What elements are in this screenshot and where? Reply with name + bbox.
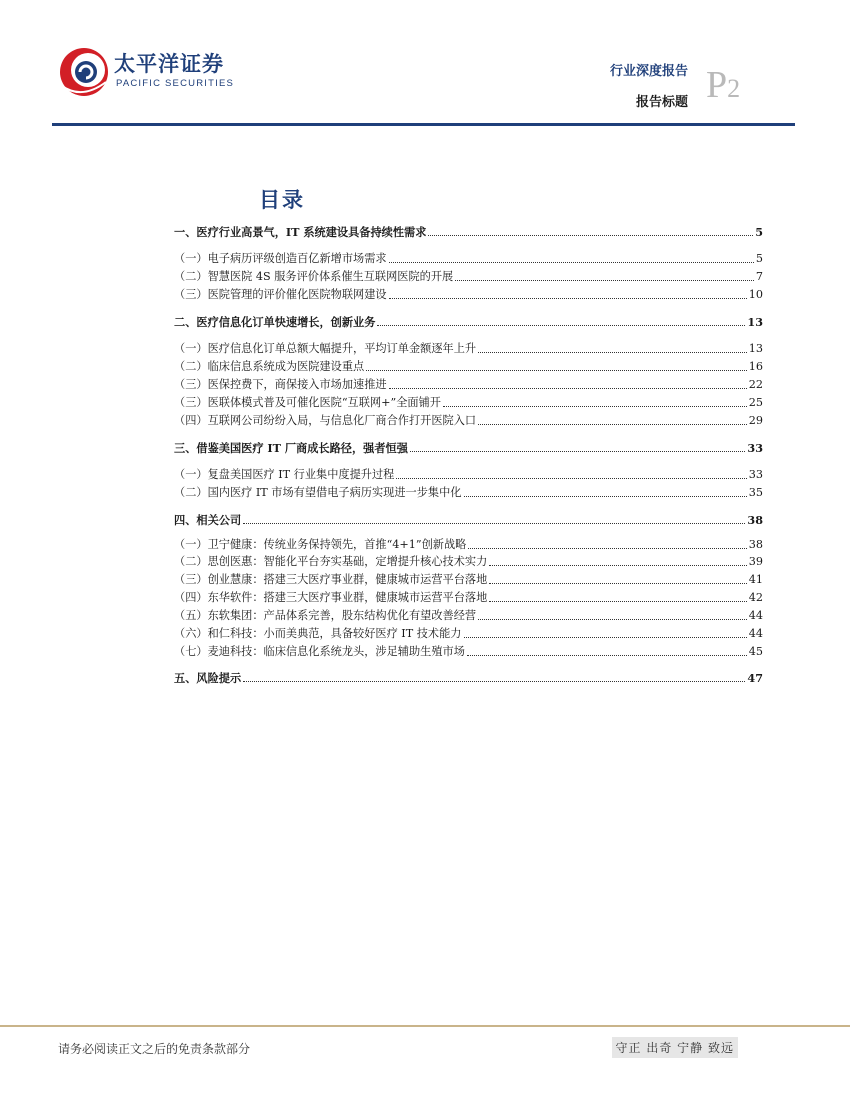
- toc-entry-label: 二、医疗信息化订单快速增长，创新业务: [174, 315, 376, 329]
- toc-leader-dots: [489, 583, 746, 584]
- toc-entry-label: （二）思创医惠：智能化平台夯实基础，定增提升核心技术实力: [174, 555, 488, 568]
- toc-leader-dots: [389, 298, 747, 299]
- toc-entry[interactable]: [174, 605, 763, 623]
- toc-entry[interactable]: [174, 311, 763, 329]
- toc-entry[interactable]: [174, 667, 763, 685]
- logo-chinese-name: 太平洋证券: [114, 52, 224, 76]
- toc-entry-page: 13: [747, 315, 763, 329]
- toc-entry-label: （二）智慧医院 4S 服务评价体系催生互联网医院的开展: [174, 270, 454, 283]
- toc-entry[interactable]: [174, 587, 763, 605]
- toc-entry-label: 五、风险提示: [174, 671, 242, 685]
- toc-entry-page: 45: [748, 645, 763, 658]
- toc-leader-dots: [478, 352, 747, 353]
- toc-entry-label: 三、借鉴美国医疗 IT 厂商成长路径，强者恒强: [174, 441, 408, 455]
- toc-entry[interactable]: [174, 356, 763, 374]
- report-title: 报告标题: [635, 95, 688, 110]
- toc-entry-label: 四、相关公司: [174, 513, 242, 527]
- header-divider: [52, 123, 795, 126]
- toc-entry[interactable]: [174, 569, 763, 587]
- toc-entry-label: （一）医疗信息化订单总额大幅提升，平均订单金额逐年上升: [174, 342, 477, 355]
- toc-entry-page: 38: [748, 538, 763, 551]
- toc-leader-dots: [455, 280, 754, 281]
- toc-entry[interactable]: [174, 374, 763, 392]
- toc-entry-page: 44: [748, 609, 763, 622]
- toc-entry-page: 38: [747, 513, 763, 527]
- toc-leader-dots: [428, 235, 753, 236]
- toc-entry-page: 22: [748, 378, 763, 391]
- toc-entry[interactable]: [174, 338, 763, 356]
- toc-entry-label: （五）东软集团：产品体系完善，股东结构优化有望改善经营: [174, 609, 477, 622]
- toc-leader-dots: [366, 370, 747, 371]
- toc-leader-dots: [464, 637, 747, 638]
- toc-entry-label: （七）麦迪科技：临床信息化系统龙头，涉足辅助生殖市场: [174, 645, 465, 658]
- toc-entry[interactable]: [174, 248, 763, 266]
- toc-entry-label: （三）医院管理的评价催化医院物联网建设: [174, 288, 387, 301]
- toc-leader-dots: [467, 655, 747, 656]
- toc-entry-page: 41: [748, 573, 763, 586]
- toc-leader-dots: [478, 619, 747, 620]
- toc-entry-label: （二）临床信息系统成为医院建设重点: [174, 360, 365, 373]
- toc-entry-page: 29: [748, 414, 763, 427]
- toc-leader-dots: [377, 325, 745, 326]
- toc-entry-page: 16: [748, 360, 763, 373]
- toc-entry[interactable]: [174, 623, 763, 641]
- toc-entry[interactable]: [174, 392, 763, 410]
- toc-entry[interactable]: [174, 534, 763, 552]
- toc-leader-dots: [389, 388, 747, 389]
- footer-divider: [0, 1025, 850, 1027]
- toc-leader-dots: [468, 548, 746, 549]
- report-type: 行业深度报告: [609, 64, 688, 79]
- toc-entry[interactable]: [174, 410, 763, 428]
- toc-title: 目录: [259, 188, 305, 212]
- page-letter: P: [706, 64, 728, 106]
- toc-entry-label: （一）电子病历评级创造百亿新增市场需求: [174, 252, 387, 265]
- page-number-value: 2: [727, 74, 741, 103]
- toc-entry[interactable]: [174, 464, 763, 482]
- toc-entry-page: 25: [748, 396, 763, 409]
- toc-entry-label: （四）东华软件：搭建三大医疗事业群，健康城市运营平台落地: [174, 591, 488, 604]
- toc-entry-page: 5: [755, 225, 763, 239]
- toc-leader-dots: [243, 523, 745, 524]
- toc-entry[interactable]: [174, 641, 763, 659]
- toc-leader-dots: [243, 681, 745, 682]
- toc-entry-label: （六）和仁科技：小而美典范，具备较好医疗 IT 技术能力: [174, 627, 462, 640]
- toc-entry-page: 42: [748, 591, 763, 604]
- toc-entry-page: 39: [748, 555, 763, 568]
- company-logo: [58, 42, 258, 104]
- toc-entry[interactable]: [174, 551, 763, 569]
- logo-english-name: PACIFIC SECURITIES: [116, 78, 235, 89]
- toc-leader-dots: [489, 565, 746, 566]
- toc-entry-page: 35: [748, 486, 763, 499]
- toc-entry-label: （三）创业慧康：搭建三大医疗事业群，健康城市运营平台落地: [174, 573, 488, 586]
- toc-entry-page: 33: [747, 441, 763, 455]
- footer-disclaimer: 请务必阅读正文之后的免责条款部分: [58, 1042, 251, 1056]
- toc-entry-label: （三）医保控费下，商保接入市场加速推进: [174, 378, 387, 391]
- toc-entry-page: 33: [748, 468, 763, 481]
- toc-entry-page: 5: [755, 252, 763, 265]
- toc-entry-label: （一）卫宁健康：传统业务保持领先，首推“4+1”创新战略: [174, 538, 467, 551]
- toc-leader-dots: [443, 406, 747, 407]
- page-number: [706, 66, 740, 104]
- toc-entry[interactable]: [174, 437, 763, 455]
- toc-leader-dots: [489, 601, 746, 602]
- toc-entry[interactable]: [174, 221, 763, 239]
- toc-entry[interactable]: [174, 266, 763, 284]
- toc-entry-label: （三）医联体模式普及可催化医院“互联网+”全面铺开: [174, 396, 441, 409]
- toc-entry-label: （一）复盘美国医疗 IT 行业集中度提升过程: [174, 468, 395, 481]
- pacific-securities-logo-icon: [58, 42, 110, 102]
- toc-entry-page: 10: [748, 288, 763, 301]
- toc-entry-label: （四）互联网公司纷纷入局，与信息化厂商合作打开医院入口: [174, 414, 477, 427]
- toc-leader-dots: [478, 424, 747, 425]
- toc-entry-label: （二）国内医疗 IT 市场有望借电子病历实现进一步集中化: [174, 486, 462, 499]
- toc-leader-dots: [389, 262, 754, 263]
- toc-leader-dots: [396, 478, 746, 479]
- toc-entry-label: 一、医疗行业高景气，IT 系统建设具备持续性需求: [174, 225, 427, 239]
- toc-entry-page: 13: [748, 342, 763, 355]
- toc-leader-dots: [464, 496, 747, 497]
- toc-entry-page: 47: [747, 671, 763, 685]
- toc-leader-dots: [410, 451, 746, 452]
- footer-motto: 守正 出奇 宁静 致远: [612, 1037, 738, 1058]
- toc-entry-page: 7: [755, 270, 763, 283]
- toc-entry[interactable]: [174, 482, 763, 500]
- toc-entry[interactable]: [174, 284, 763, 302]
- toc-entry[interactable]: [174, 509, 763, 527]
- toc-entry-page: 44: [748, 627, 763, 640]
